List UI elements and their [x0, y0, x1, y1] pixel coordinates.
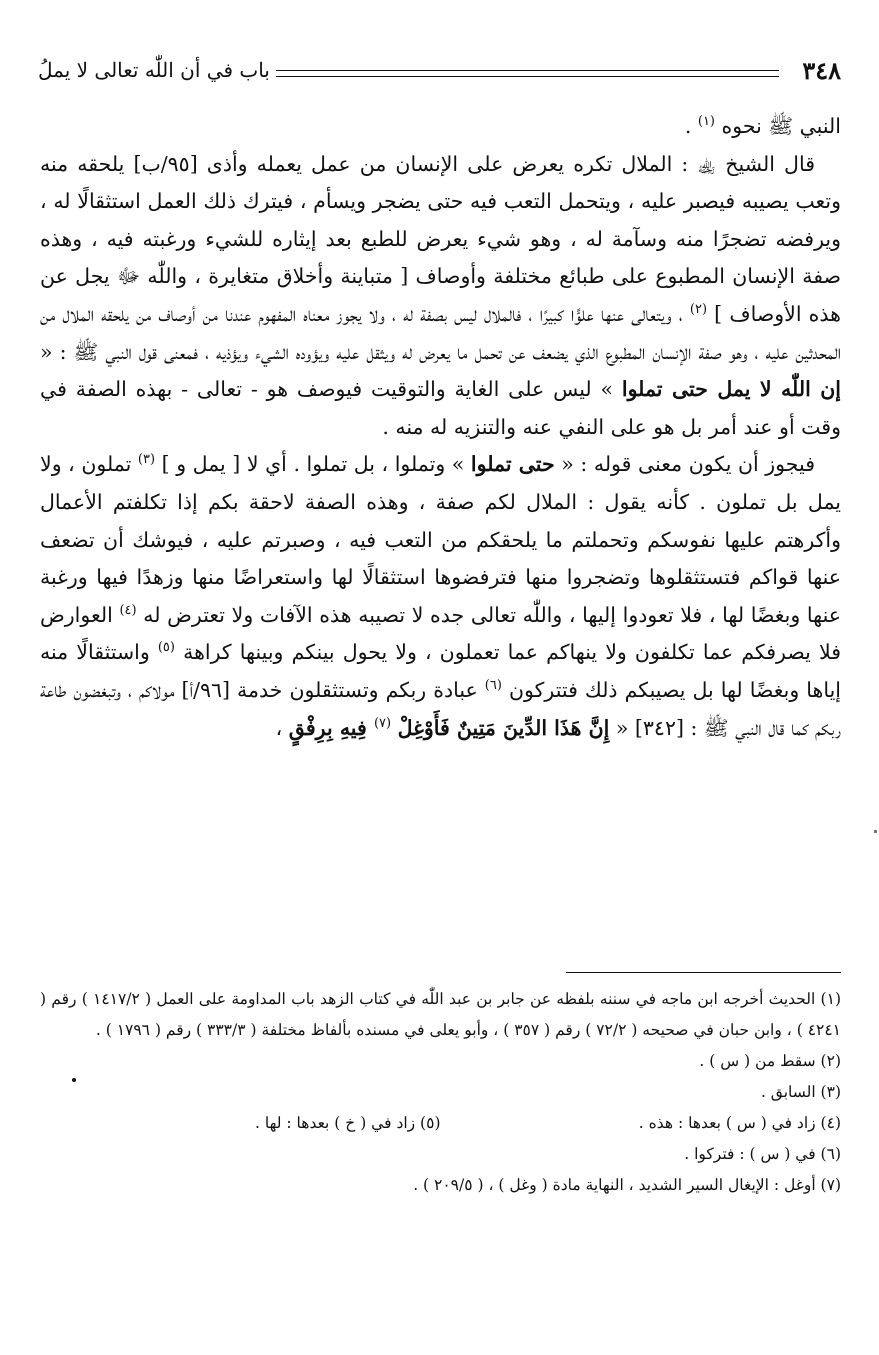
footnote-ref: (٣) — [137, 452, 156, 468]
text-span: فيجوز أن يكون معنى قوله : « — [554, 452, 815, 477]
text-span: واستثقالًا منه إياها وبغضًا لها بل يصيبكم ذلك فتتركون — [40, 640, 841, 702]
text-span: » ليس على الغاية والتوقيت فيوصف هو - تعالى - بهذه الصفة في وقت أو عند أمر بل هو على النفي عنه والتنزيه له منه . — [40, 377, 841, 439]
footnote-ref: (٦) — [484, 678, 502, 694]
text-span: تملون ، ولا يمل بل تملون . كأنه يقول : الملال لكم صفة ، وهذه الصفة لاحقة بكم إذا تكلفتم الأعمال وأكرهتم عليها نفوسكم وتحملتم ما يلحقكم من التعب فيه ، وصبرتم عليه ، فيوشك أن تضعف عنها قواكم فتستثقلوها وتضجروا منها فترفضوها استثقالًا لها واستعراضًا منها وزهدًا فيها ورغبة عنها وبغضًا لها ، فلا تعودوا إليها ، واللّٰه تعالى جده لا تصيبه هذه الآفات ولا تعترض له — [40, 452, 841, 627]
hadith-quote: إِنَّ هَذَا الدِّينَ مَتِينٌ فَأَوْغِلْ — [397, 715, 610, 740]
footnote-ref: (٧) — [373, 715, 392, 731]
paragraph-2 — [40, 146, 841, 447]
paragraph-3 — [40, 446, 841, 747]
main-text — [40, 108, 841, 747]
footnote-4: (٤) زاد في ( س ) بعدها : هذه . — [638, 1114, 841, 1132]
footnote-ref: (٤) — [119, 602, 137, 618]
page-header — [38, 56, 841, 92]
page-number: ٣٤٨ — [802, 56, 841, 85]
footnote-ref: (٢) — [689, 302, 708, 318]
running-title: باب في أن اللّٰه تعالى لا يملُ — [38, 58, 270, 82]
footnotes — [40, 984, 841, 1201]
text-span: » وتملوا ، بل تملوا . أي لا [ يمل و ] — [161, 452, 471, 477]
footnote-row — [40, 1108, 841, 1139]
footnote-7: (٧) أوغل : الإيغال السير الشديد ، النهاية مادة ( وغل ) ، ( ٢٠٩/٥ ) . — [413, 1176, 841, 1194]
hadith-quote: فِيهِ بِرِفْقٍ — [288, 715, 374, 740]
hadith-quote: إن اللّٰه لا يمل حتى تملوا — [621, 377, 841, 402]
text-span: ، — [275, 715, 289, 740]
footnote-6: (٦) في ( س ) : فتركوا . — [684, 1145, 841, 1163]
stray-dot — [72, 1078, 76, 1082]
footnote-ref: (٥) — [157, 640, 175, 656]
text-span: قال الشيخ ﵀ : الملال تكره يعرض على الإنسان من عمل يعمله وأذى [٩٥/ب] يلحقه منه وتعب يصيبه فيصبر عليه ، ويتحمل التعب فيه حتى يضجر ويسأم ، فيترك ذلك العمل استثقالًا له ، ويرفضه تضجرًا منه وسآمة له ، وهو شيء يعرض للطبع بعد إيثاره للشيء ورغبته فيه ، وهذه صفة الإنسان المطبوع على طبائع مختلفة وأوصاف [ متباينة وأخلاق متغايرة ، واللّٰه ﷻ يجل عن هذه الأوصاف ] — [40, 151, 841, 326]
text-span: العوارض فلا يصرفكم عما تكلفون ولا ينهاكم عما تعملون ، ولا يحول بينكم وبينها كراهة — [40, 602, 841, 665]
text-span: ، ويتعالى عنها علوًّا كبيرًا ، فالملال ليس بصفة له ، ولا يجوز معناه المفهوم عندنا من أوصاف من يلحقه الملال من المحدثين عليه ، وهو صفة الإنسان المطبوع الذي يضعف عن تحمل ما يعرض له ويثقل عليه ويؤوده الشيء ويؤذيه ، فمعنى قول النبي ﷺ : « — [40, 301, 841, 364]
header-rule — [276, 70, 779, 77]
footnote-1: (١) الحديث أخرجه ابن ماجه في سننه بلفظه عن جابر بن عبد اللّٰه في كتاب الزهد باب المداومة على العمل ( ١٤١٧/٢ ) رقم ( ٤٢٤١ ) ، وابن حبان في صحيحه ( ٧٢/٢ ) رقم ( ٣٥٧ ) ، وأبو يعلى في مسنده بألفاظ مختلفة ( ٣٣٣/٣ ) رقم ( ١٧٩٦ ) . — [40, 990, 841, 1039]
paragraph-1 — [40, 108, 841, 146]
text-span: النبي ﷺ نحوه — [721, 114, 841, 138]
text-span: . — [684, 114, 698, 138]
text-span: عبادة ربكم وتستثقلون خدمة [٩٦/أ] مولاكم ، وتبغضون طاعة ربكم كما قال النبي ﷺ : [٣٤٢] « — [40, 677, 841, 740]
book-page — [38, 52, 841, 1332]
margin-speck — [874, 830, 877, 833]
footnote-ref: (١) — [697, 114, 715, 130]
hadith-quote: حتى تملوا — [470, 452, 555, 477]
footnote-2: (٢) سقط من ( س ) . — [699, 1052, 841, 1070]
footnote-5: (٥) زاد في ( خ ) بعدها : لها . — [255, 1114, 441, 1132]
footnote-3: (٣) السابق . — [760, 1083, 841, 1101]
footnote-separator — [566, 972, 841, 973]
